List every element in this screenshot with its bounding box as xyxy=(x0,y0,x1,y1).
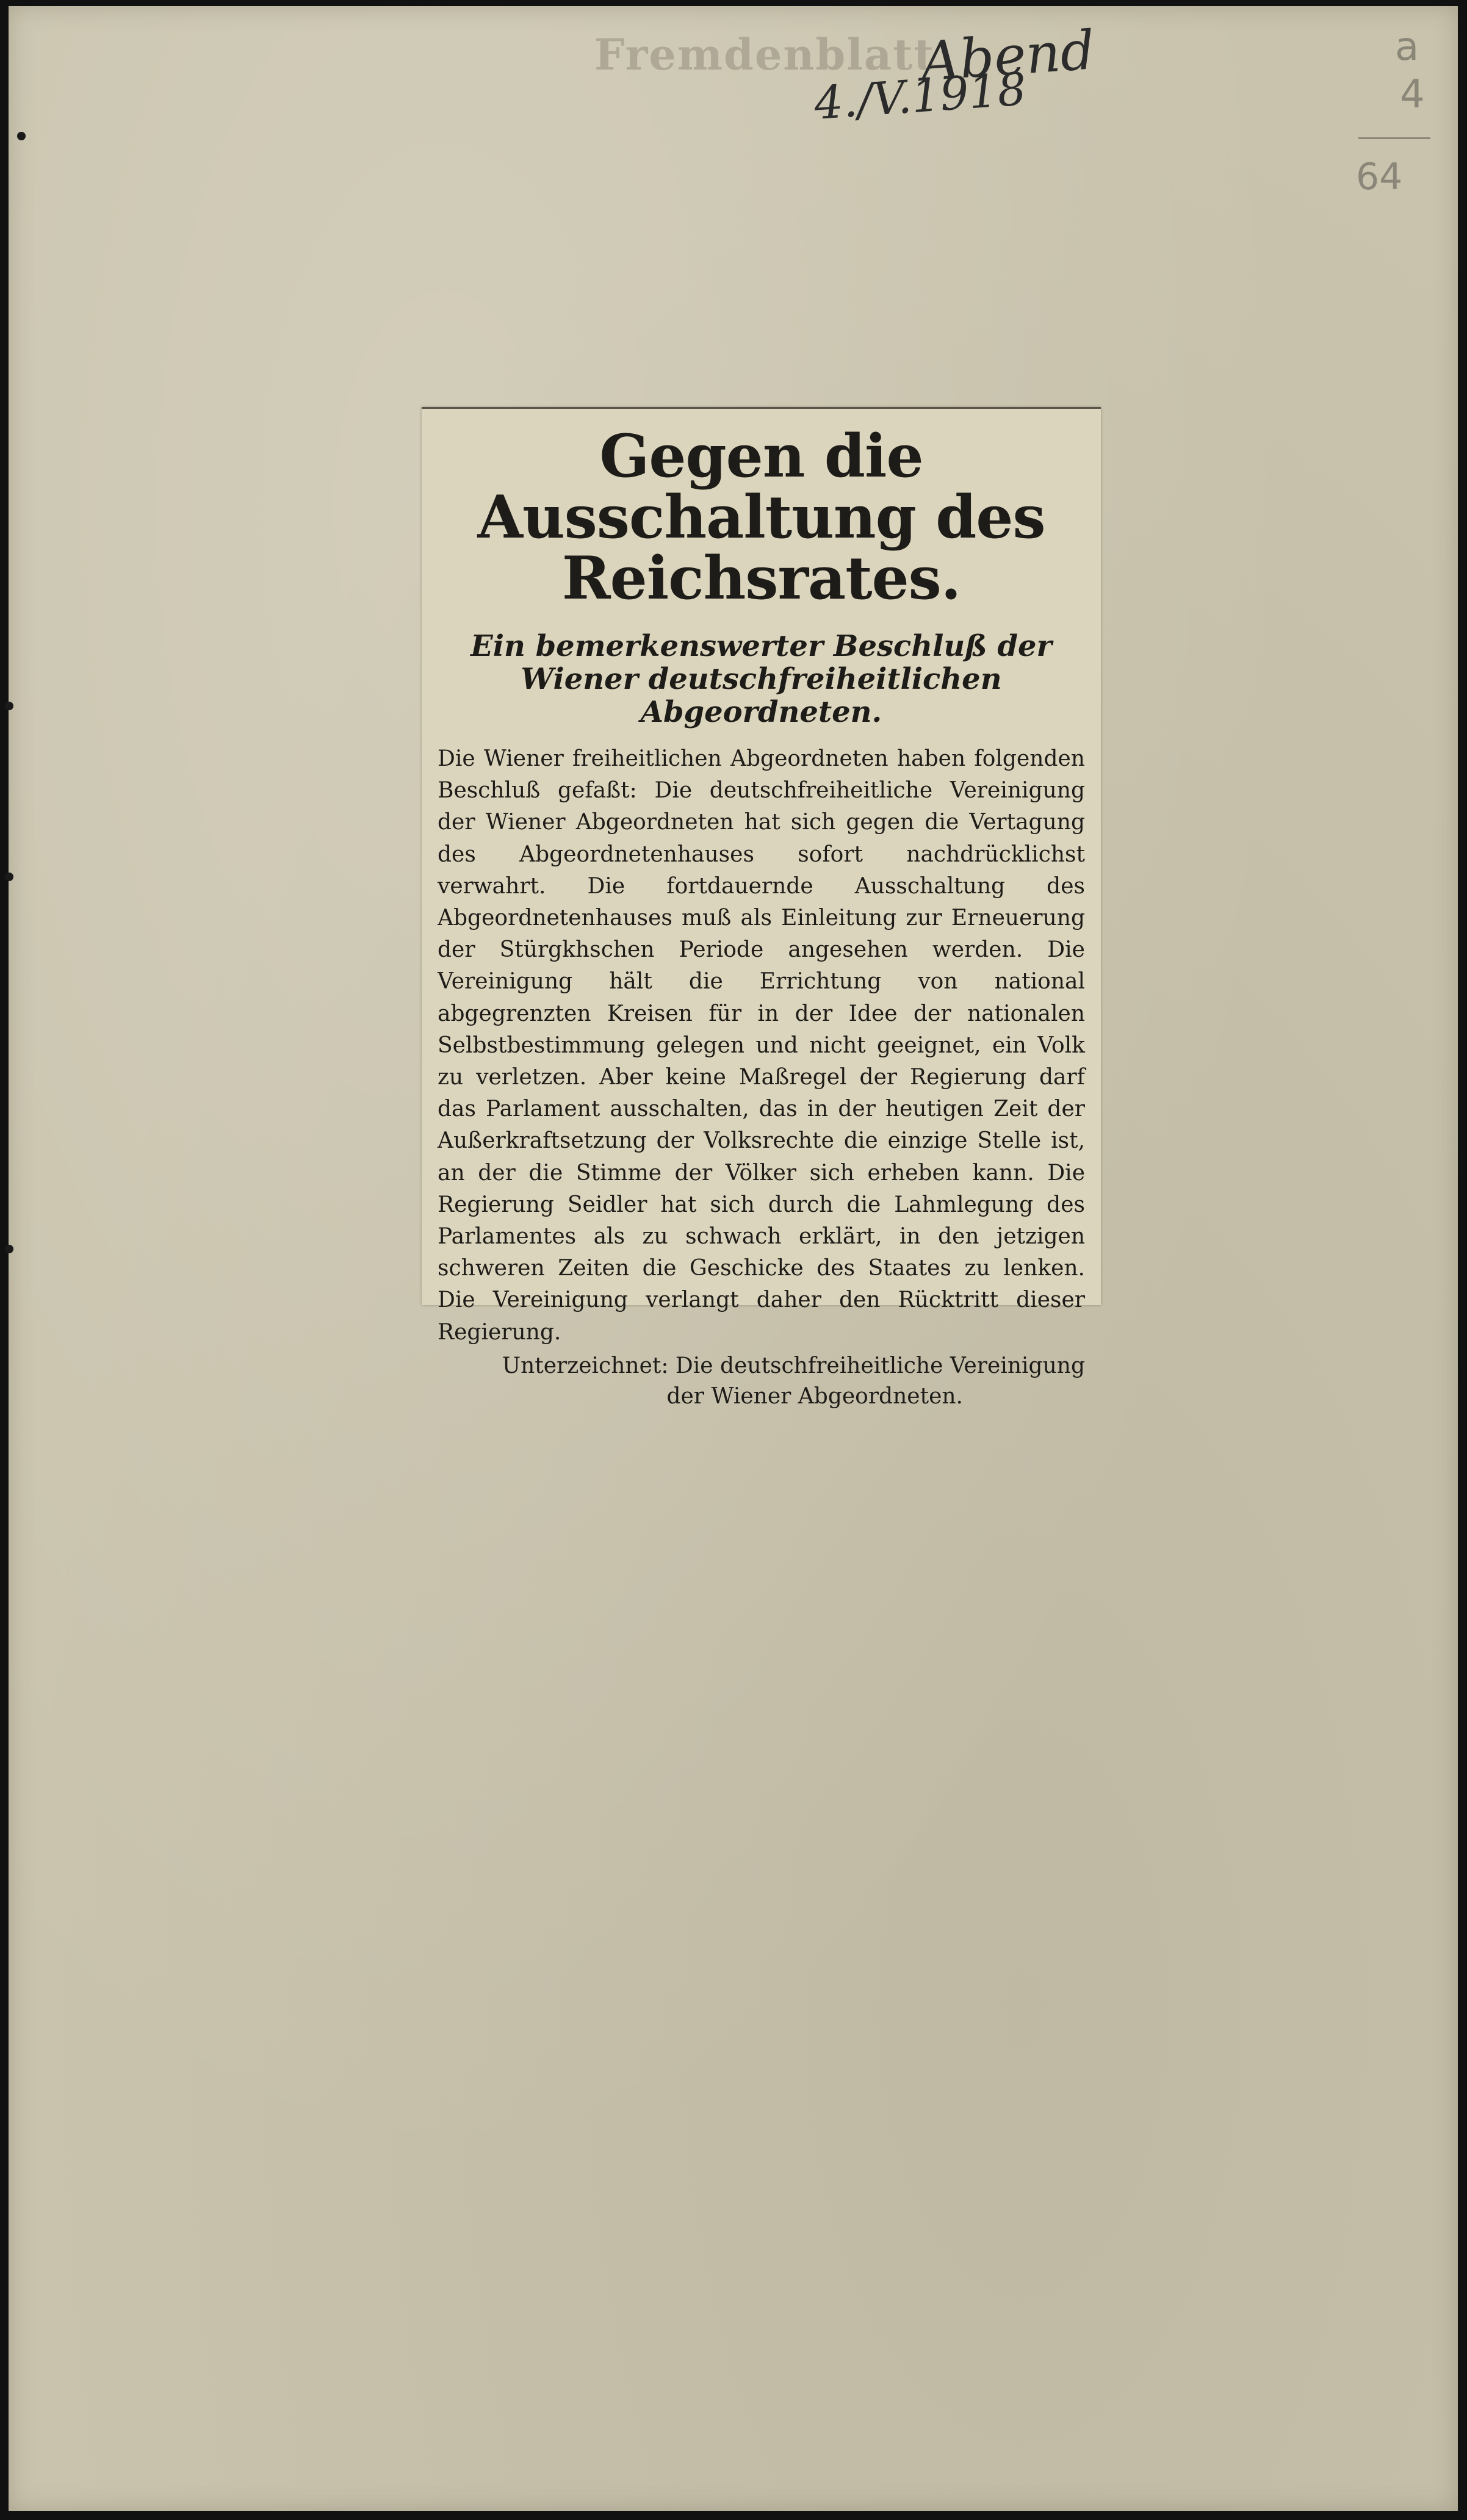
newspaper-clipping xyxy=(422,407,1101,1409)
punch-hole xyxy=(5,873,13,881)
article-signature xyxy=(438,1351,1085,1412)
punch-hole xyxy=(5,702,13,710)
article-body: Die Wiener freiheitlichen Abgeordneten haben folgenden Beschluß gefaßt: Die deutschfreiheitliche Vereinigung der Wiener Abgeordneten hat sich gegen die Vertagung des Abgeordnetenhauses sofort nachdrücklichst verwahrt. Die fortdauernde Ausschaltung des Abgeordnetenhauses muß als Einleitung zur Erneuerung der Stürgkhschen Periode angesehen werden. Die Vereinigung hält die Errichtung von national abgegrenzten Kreisen für in der Idee der nationalen Selbstbestimmung gelegen und nicht geeignet, ein Volk zu verletzen. Aber keine Maßregel der Regierung darf das Parlament ausschalten, das in der heutigen Zeit der Außerkraftsetzung der Volksrechte die einzige Stelle ist, an der die Stimme der Völker sich erheben kann. Die Regierung Seidler hat sich durch die Lahmlegung des Parlamentes als zu schwach erklärt, in den jetzigen schweren Zeiten die Geschicke des Staates zu lenken. Die Vereinigung verlangt daher den Rücktritt dieser Regierung. xyxy=(438,746,1085,1345)
pencil-number-bottom: 64 xyxy=(1356,156,1403,198)
article-subheadline: Ein bemerkenswerter Beschluß der Wiener deutschfreiheitlichen Abgeordneten. xyxy=(470,629,1052,729)
signature-line-2: der Wiener Abgeordneten. xyxy=(666,1383,963,1409)
handwritten-edition: Abend xyxy=(918,18,1097,93)
archive-sheet xyxy=(9,6,1458,2511)
pencil-number-top: 4 xyxy=(1400,72,1425,117)
pencil-divider xyxy=(1358,137,1430,139)
punch-hole xyxy=(17,132,26,140)
handwritten-date: 4./V.1918 xyxy=(812,62,1028,131)
pencil-letter: a xyxy=(1395,24,1419,70)
article-headline: Gegen die Ausschaltung des Reichsrates. xyxy=(477,422,1045,613)
newspaper-stamp: Fremdenblatt xyxy=(594,29,935,80)
punch-hole xyxy=(5,1245,13,1253)
signature-line-1: Unterzeichnet: Die deutschfreiheitliche Vereinigung xyxy=(502,1353,1085,1378)
